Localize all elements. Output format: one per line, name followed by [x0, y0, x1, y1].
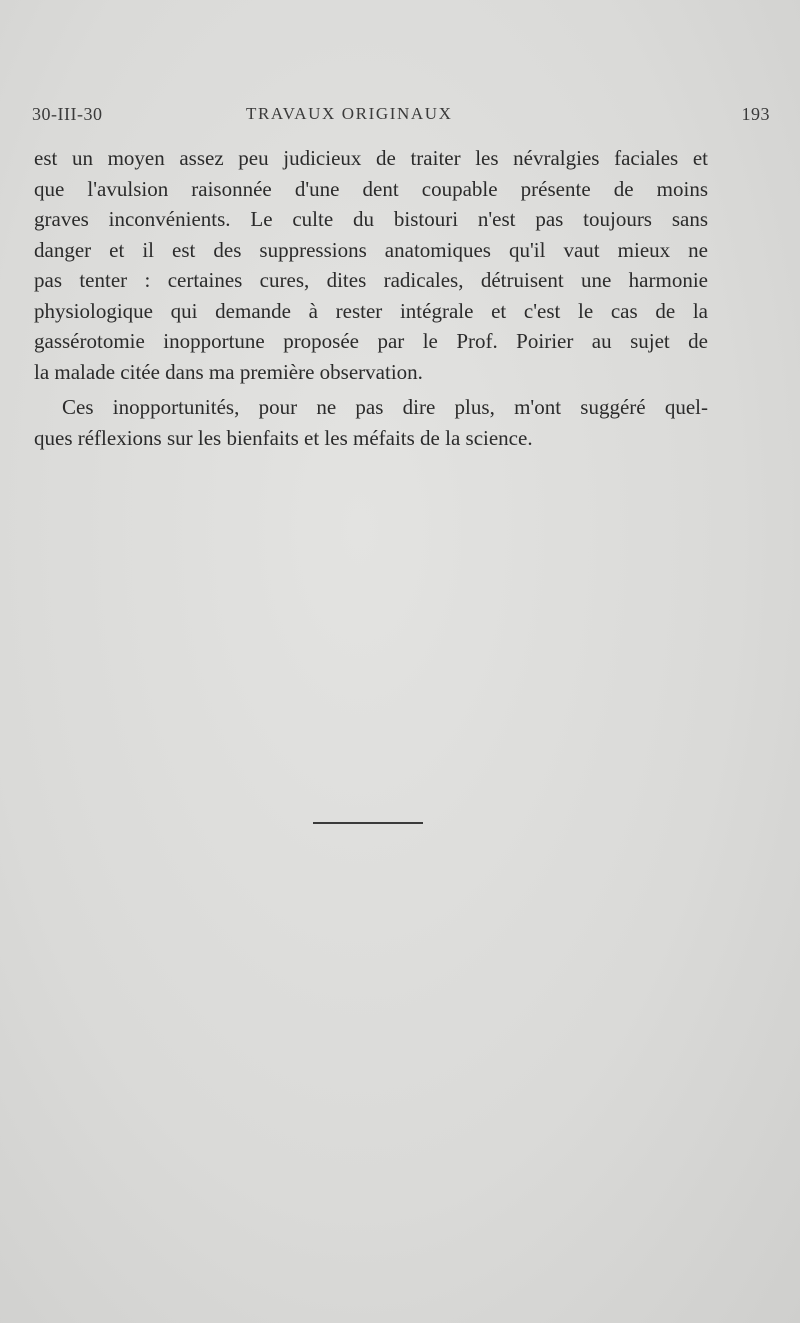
page-number: 193: [741, 104, 770, 124]
body-text: [34, 143, 708, 453]
text-line: gassérotomie inopportune proposée par le Prof. Poirier au sujet de: [34, 329, 708, 353]
text-line: pas tenter : certaines cures, dites radicales, détruisent une harmonie: [34, 268, 708, 292]
header-title: TRAVAUX ORIGINAUX: [246, 104, 453, 123]
section-end-rule: [313, 822, 423, 824]
header-date: 30-III-30: [32, 104, 103, 124]
text-line: Ces inopportunités, pour ne pas dire plus, m'ont suggéré quel-: [62, 395, 708, 419]
paragraph-1: [34, 143, 708, 387]
running-head: [32, 104, 770, 132]
text-line: que l'avulsion raisonnée d'une dent coupable présente de moins: [34, 176, 708, 201]
text-line: graves inconvénients. Le culte du bistouri n'est pas toujours sans: [34, 207, 708, 231]
paragraph-2: [34, 392, 708, 453]
text-line: physiologique qui demande à rester intégrale et c'est le cas de la: [34, 298, 708, 323]
text-line: danger et il est des suppressions anatomiques qu'il vaut mieux ne: [34, 237, 708, 262]
text-line: ques réflexions sur les bienfaits et les méfaits de la science.: [34, 425, 533, 450]
text-line: est un moyen assez peu judicieux de traiter les névralgies faciales et: [34, 146, 708, 170]
text-line: la malade citée dans ma première observation.: [34, 359, 423, 384]
